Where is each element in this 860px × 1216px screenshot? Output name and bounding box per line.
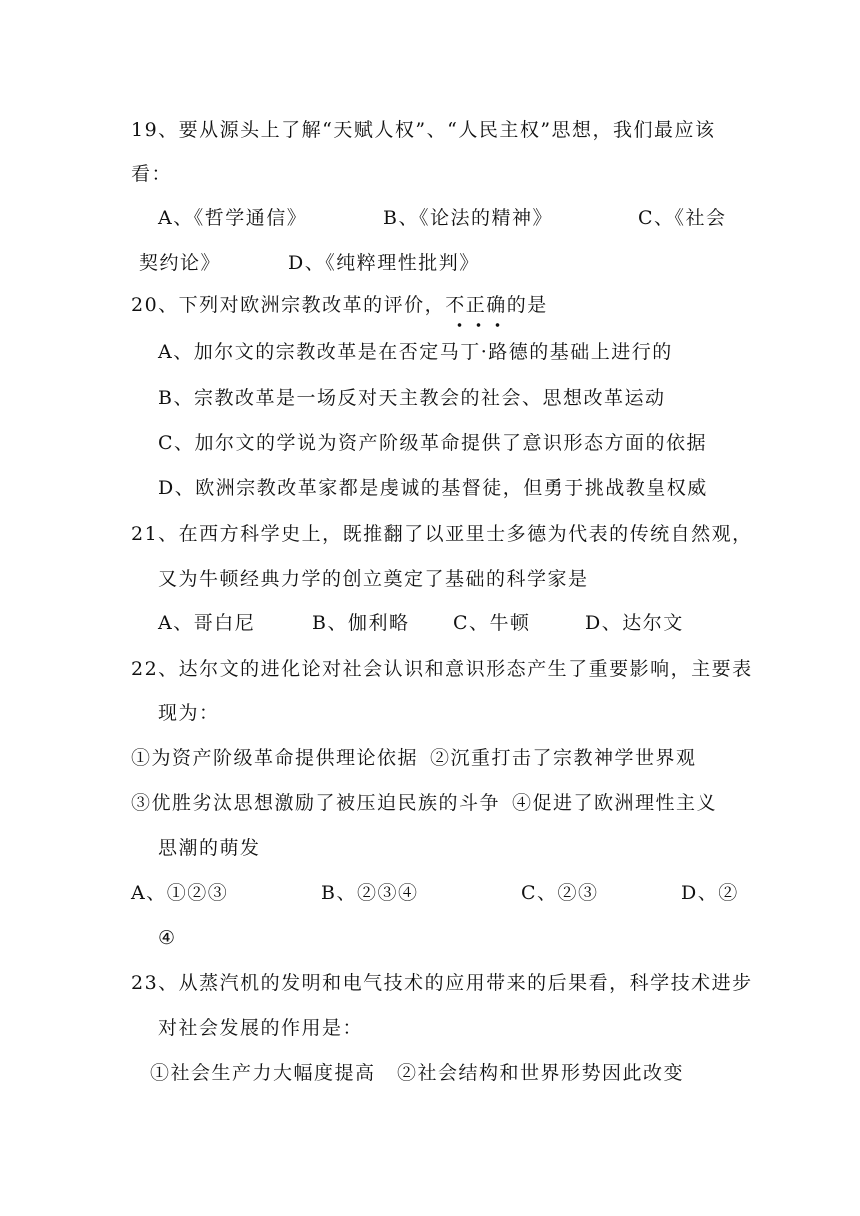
q22-option-d: D、② bbox=[681, 882, 739, 904]
q19-option-b: B、《论法的精神》 bbox=[383, 207, 553, 229]
q22-stem-line1: 22、达尔文的进化论对社会认识和意识形态产生了重要影响，主要表 bbox=[131, 658, 753, 680]
q19-stem-line1: 19、要从源头上了解“天赋人权”、“人民主权”思想，我们最应该 bbox=[131, 119, 716, 141]
q21-option-a: A、哥白尼 bbox=[158, 612, 256, 634]
q22-item-3: ③优胜劣汰思想激励了被压迫民族的斗争 bbox=[131, 792, 501, 814]
q20-option-c: C、加尔文的学说为资产阶级革命提供了意识形态方面的依据 bbox=[158, 432, 708, 454]
q19-option-c-cont: 契约论》 bbox=[139, 252, 222, 274]
q23-item-1: ①社会生产力大幅度提高 bbox=[150, 1062, 376, 1084]
q22-item-2: ②沉重打击了宗教神学世界观 bbox=[430, 747, 697, 769]
q20-stem-suffix: 的是 bbox=[506, 294, 548, 316]
q20-option-a: A、加尔文的宗教改革是在否定马丁·路德的基础上进行的 bbox=[158, 341, 673, 363]
q23-item-2: ②社会结构和世界形势因此改变 bbox=[397, 1062, 685, 1084]
q22-item-4: ④促进了欧洲理性主义 bbox=[512, 792, 718, 814]
q23-stem-line1: 23、从蒸汽机的发明和电气技术的应用带来的后果看，科学技术进步 bbox=[131, 972, 753, 994]
q22-option-c: C、②③ bbox=[521, 882, 599, 904]
q20-stem-prefix: 20、下列对欧洲宗教改革的评价， bbox=[131, 294, 446, 316]
q21-stem-line1: 21、在西方科学史上，既推翻了以亚里士多德为代表的传统自然观， bbox=[131, 523, 753, 545]
q22-option-d-cont: ④ bbox=[158, 927, 177, 949]
q22-item-1: ①为资产阶级革命提供理论依据 bbox=[131, 747, 419, 769]
q20-option-d: D、欧洲宗教改革家都是虔诚的基督徒，但勇于挑战教皇权威 bbox=[158, 477, 708, 499]
q22-option-a: A、①②③ bbox=[131, 882, 229, 904]
q19-option-c: C、《社会 bbox=[638, 207, 727, 229]
q21-option-c: C、牛顿 bbox=[453, 612, 531, 634]
q22-stem-line2: 现为： bbox=[158, 702, 220, 724]
q20-stem-emphasis: 不正确 bbox=[445, 294, 507, 316]
q21-option-d: D、达尔文 bbox=[585, 612, 684, 634]
q19-stem-line2: 看： bbox=[131, 163, 173, 185]
q21-stem-line2: 又为牛顿经典力学的创立奠定了基础的科学家是 bbox=[158, 568, 589, 590]
q19-option-d: D、《纯粹理性批判》 bbox=[288, 252, 480, 274]
q19-option-a: A、《哲学通信》 bbox=[158, 207, 308, 229]
q22-option-b: B、②③④ bbox=[321, 882, 419, 904]
q22-item-4-cont: 思潮的萌发 bbox=[158, 837, 261, 859]
q20-stem bbox=[131, 292, 548, 318]
q21-option-b: B、伽利略 bbox=[312, 612, 410, 634]
q23-stem-line2: 对社会发展的作用是： bbox=[158, 1017, 364, 1039]
q20-option-b: B、宗教改革是一场反对天主教会的社会、思想改革运动 bbox=[158, 387, 666, 409]
